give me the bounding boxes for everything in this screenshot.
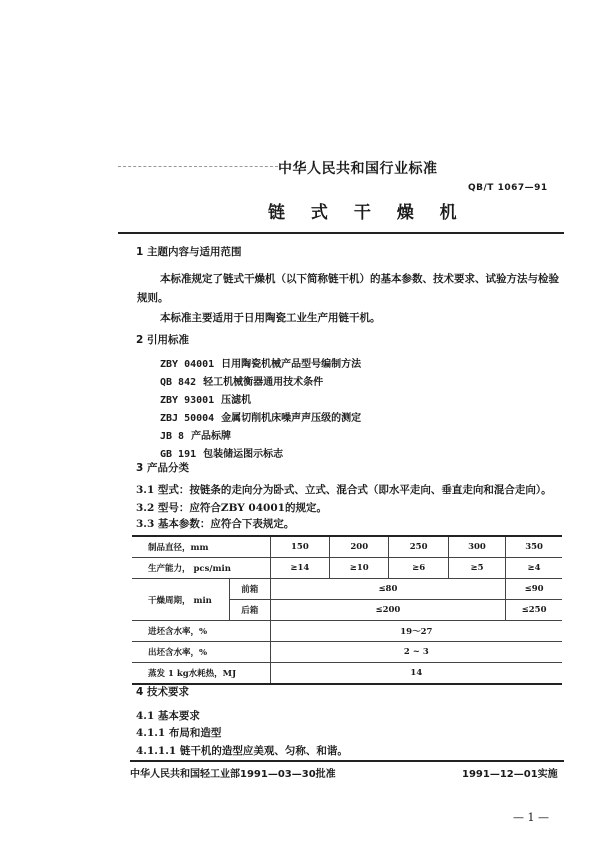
diameter-cell: 300 xyxy=(448,536,505,558)
reference-item xyxy=(160,373,323,388)
header-dashed-rule xyxy=(118,166,278,167)
reference-item xyxy=(160,427,231,442)
footer-rule xyxy=(130,760,564,762)
section-1-heading: 1 主题内容与适用范围 xyxy=(136,246,242,258)
standard-code: QB/T 1067—91 xyxy=(468,183,548,193)
effective-date: 1991—12—01实施 xyxy=(462,769,558,780)
reference-title: 压滤机 xyxy=(221,395,252,406)
outlet-moisture-value: 2 ~ 3 xyxy=(270,642,562,663)
section-3-item-3: 3.3 基本参数：应符合下表规定。 xyxy=(136,518,295,530)
capacity-label: 生产能力， pcs/min xyxy=(132,558,270,579)
table-row xyxy=(132,621,562,642)
front-box-value-350: ≤90 xyxy=(506,579,562,600)
section-4-item-2: 4.1.1 布局和造型 xyxy=(136,727,222,739)
rear-box-value-350: ≤250 xyxy=(506,600,562,621)
section-4-item-3: 4.1.1.1 链干机的造型应美观、匀称、和谐。 xyxy=(136,745,348,757)
reference-code: GB 191 xyxy=(160,449,197,460)
document-title: 链 式 干 燥 机 xyxy=(268,203,467,223)
rear-box-value: ≤200 xyxy=(270,600,505,621)
drying-cycle-label: 干燥周期， min xyxy=(132,579,229,621)
diameter-label: 制品直径，mm xyxy=(132,536,270,558)
section-2-heading: 2 引用标准 xyxy=(136,334,189,346)
table-row xyxy=(132,663,562,685)
reference-item xyxy=(160,391,251,406)
reference-item xyxy=(160,445,283,460)
section-1-para2: 本标准主要适用于日用陶瓷工业生产用链干机。 xyxy=(160,312,381,324)
reference-code: JB 8 xyxy=(160,431,185,442)
section-4-heading: 4 技术要求 xyxy=(136,686,189,698)
diameter-cell: 350 xyxy=(506,536,562,558)
capacity-cell: ≥4 xyxy=(506,558,562,579)
approval-note: 中华人民共和国轻工业部1991—03—30批准 xyxy=(130,769,336,780)
rear-box-label: 后箱 xyxy=(229,600,270,621)
diameter-cell: 150 xyxy=(270,536,329,558)
reference-code: ZBY 93001 xyxy=(160,395,215,406)
diameter-cell: 250 xyxy=(389,536,448,558)
reference-title: 轻工机械衡器通用技术条件 xyxy=(203,377,324,388)
title-rule xyxy=(118,232,564,234)
table-row xyxy=(132,579,562,600)
section-4-item-1: 4.1 基本要求 xyxy=(136,710,200,722)
table-row xyxy=(132,642,562,663)
section-3-heading: 3 产品分类 xyxy=(136,462,189,474)
section-3-item-2: 3.2 型号：应符合ZBY 04001的规定。 xyxy=(136,502,327,514)
reference-item xyxy=(160,409,361,424)
reference-item xyxy=(160,355,361,370)
section-1-para1-line2: 规则。 xyxy=(137,292,169,304)
standard-body-title: 中华人民共和国行业标准 xyxy=(278,161,438,177)
heat-consumption-value: 14 xyxy=(270,663,562,685)
reference-code: QB 842 xyxy=(160,377,197,388)
basic-parameters-table xyxy=(132,535,562,685)
reference-code: ZBJ 50004 xyxy=(160,413,215,424)
capacity-cell: ≥14 xyxy=(270,558,329,579)
table-row xyxy=(132,558,562,579)
reference-title: 产品标牌 xyxy=(191,431,232,442)
capacity-cell: ≥6 xyxy=(389,558,448,579)
front-box-label: 前箱 xyxy=(229,579,270,600)
reference-code: ZBY 04001 xyxy=(160,359,215,370)
page-number: — 1 — xyxy=(513,811,549,824)
diameter-cell: 200 xyxy=(330,536,389,558)
reference-title: 日用陶瓷机械产品型号编制方法 xyxy=(221,359,362,370)
reference-title: 金属切削机床噪声声压级的测定 xyxy=(221,413,362,424)
heat-consumption-label: 蒸发 1 kg水耗热，MJ xyxy=(132,663,270,685)
table-row xyxy=(132,536,562,558)
front-box-value: ≤80 xyxy=(270,579,505,600)
section-1-para1-line1: 本标准规定了链式干燥机（以下简称链干机）的基本参数、技术要求、试验方法与检验 xyxy=(160,273,559,285)
section-3-item-1: 3.1 型式：按链条的走向分为卧式、立式、混合式（即水平走向、垂直走向和混合走向）。 xyxy=(136,484,552,496)
inlet-moisture-value: 19～27 xyxy=(270,621,562,642)
reference-title: 包装储运图示标志 xyxy=(203,449,284,460)
capacity-cell: ≥10 xyxy=(330,558,389,579)
inlet-moisture-label: 进坯含水率，% xyxy=(132,621,270,642)
capacity-cell: ≥5 xyxy=(448,558,505,579)
outlet-moisture-label: 出坯含水率，% xyxy=(132,642,270,663)
